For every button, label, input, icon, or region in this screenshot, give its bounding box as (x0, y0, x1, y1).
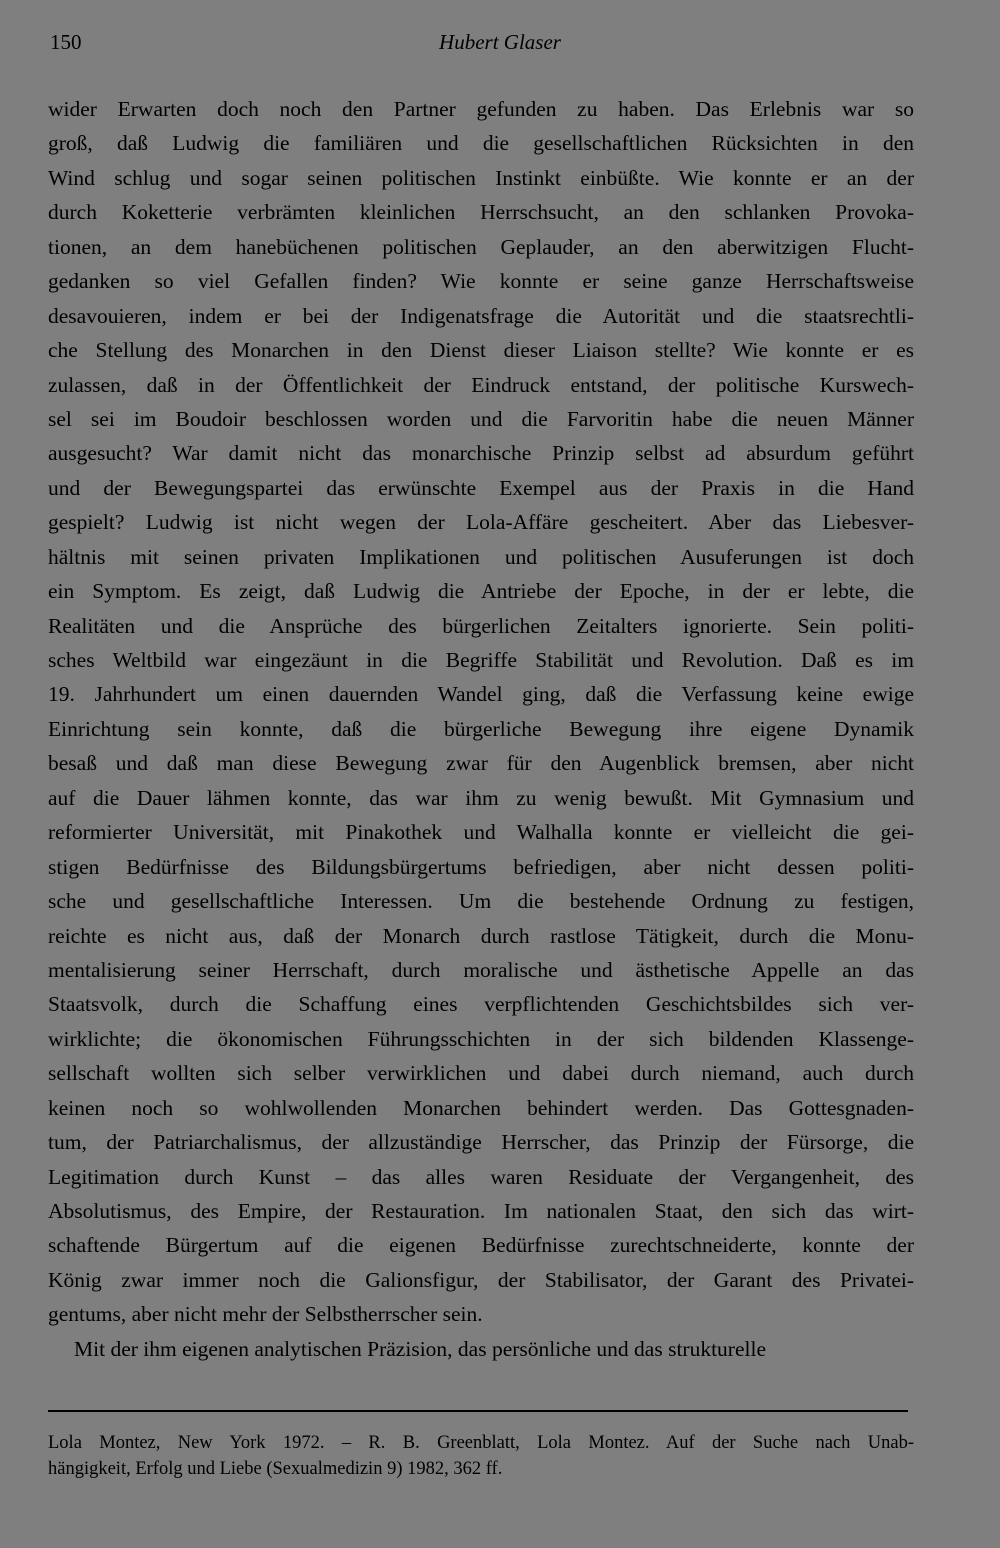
text-line: Mit der ihm eigenen analytischen Präzision, das persönliche und das strukturelle (74, 1336, 766, 1361)
text-line: sches Weltbild war eingezäunt in die Begriffe Stabilität und Revolution. Daß es im (48, 648, 914, 672)
text-line: Wind schlug und sogar seinen politischen Instinkt einbüßte. Wie konnte er an der (48, 165, 914, 190)
text-line: 19. Jahrhundert um einen dauernden Wandel ging, daß die Verfassung keine ewige (48, 682, 914, 707)
text-line: tum, der Patriarchalismus, der allzuständige Herrscher, das Prinzip der Fürsorge, die (48, 1130, 914, 1155)
text-line: gentums, aber nicht mehr der Selbstherrscher sein. (48, 1302, 483, 1327)
text-line: Absolutismus, des Empire, der Restauration. Im nationalen Staat, den sich das wirt- (48, 1199, 914, 1223)
text-line: König zwar immer noch die Galionsfigur, der Stabilisator, der Garant des Privatei- (48, 1267, 914, 1292)
text-line: Staatsvolk, durch die Schaffung eines verpflichtenden Geschichtsbildes sich ver- (48, 992, 914, 1017)
text-line: groß, daß Ludwig die familiären und die gesellschaftlichen Rücksichten in den (48, 131, 914, 156)
text-line: Einrichtung sein konnte, daß die bürgerliche Bewegung ihre eigene Dynamik (48, 716, 914, 741)
text-line: mentalisierung seiner Herrschaft, durch moralische und ästhetische Appelle an das (48, 957, 914, 982)
text-line: keinen noch so wohlwollenden Monarchen behindert werden. Das Gottesgnaden- (48, 1095, 914, 1120)
text-line: desavouieren, indem er bei der Indigenatsfrage die Autorität und die staatsrechtli- (48, 303, 914, 328)
text-line: sel sei im Boudoir beschlossen worden und die Farvoritin habe die neuen Männer (48, 406, 914, 431)
text-line: besaß und daß man diese Bewegung zwar für den Augenblick bremsen, aber nicht (48, 751, 914, 776)
text-line: ausgesucht? War damit nicht das monarchische Prinzip selbst ad absurdum geführt (48, 441, 914, 466)
text-line: und der Bewegungspartei das erwünschte Exempel aus der Praxis in die Hand (48, 475, 914, 500)
text-line: sellschaft wollten sich selber verwirklichen und dabei durch niemand, auch durch (48, 1061, 914, 1086)
text-line: tionen, an dem hanebüchenen politischen Geplauder, an den aberwitzigen Flucht- (48, 234, 914, 259)
text-line: gedanken so viel Gefallen finden? Wie konnte er seine ganze Herrschaftsweise (48, 269, 914, 294)
text-line: durch Koketterie verbrämten kleinlichen Herrschsucht, an den schlanken Provoka- (48, 200, 914, 225)
footnote-rule (48, 1410, 908, 1412)
page-number: 150 (50, 30, 82, 54)
running-head: Hubert Glaser (439, 30, 561, 54)
text-line: wirklichte; die ökonomischen Führungsschichten in der sich bildenden Klassenge- (48, 1026, 914, 1051)
text-line: Realitäten und die Ansprüche des bürgerlichen Zeitalters ignorierte. Sein politi- (48, 613, 914, 638)
footnotes (48, 1430, 914, 1482)
text-line: Legitimation durch Kunst – das alles waren Residuate der Vergangenheit, des (48, 1164, 914, 1189)
text-line: reichte es nicht aus, daß der Monarch durch rastlose Tätigkeit, durch die Monu- (48, 923, 914, 948)
body-text (48, 92, 914, 1366)
text-line: sche und gesellschaftliche Interessen. Um die bestehende Ordnung zu festigen, (48, 889, 914, 914)
text-line: zulassen, daß in der Öffentlichkeit der Eindruck entstand, der politische Kurswech- (48, 372, 914, 397)
text-line: wider Erwarten doch noch den Partner gefunden zu haben. Das Erlebnis war so (48, 97, 914, 121)
text-line: auf die Dauer lähmen konnte, das war ihm zu wenig bewußt. Mit Gymnasium und (48, 785, 914, 810)
footnote-line: hängigkeit, Erfolg und Liebe (Sexualmedizin 9) 1982, 362 ff. (48, 1459, 503, 1479)
text-line: hältnis mit seinen privaten Implikationen und politischen Ausuferungen ist doch (48, 544, 914, 569)
text-line: gespielt? Ludwig ist nicht wegen der Lola-Affäre gescheitert. Aber das Liebesver- (48, 510, 914, 535)
text-line: stigen Bedürfnisse des Bildungsbürgertums befriedigen, aber nicht dessen politi- (48, 854, 914, 879)
footnote-line: Lola Montez, New York 1972. – R. B. Greenblatt, Lola Montez. Auf der Suche nach Unab- (48, 1433, 914, 1453)
text-line: che Stellung des Monarchen in den Dienst dieser Liaison stellte? Wie konnte er es (48, 338, 914, 363)
text-line: schaftende Bürgertum auf die eigenen Bedürfnisse zurechtschneiderte, konnte der (48, 1233, 914, 1258)
text-line: ein Symptom. Es zeigt, daß Ludwig die Antriebe der Epoche, in der er lebte, die (48, 579, 914, 604)
text-line: reformierter Universität, mit Pinakothek und Walhalla konnte er vielleicht die gei- (48, 820, 914, 845)
